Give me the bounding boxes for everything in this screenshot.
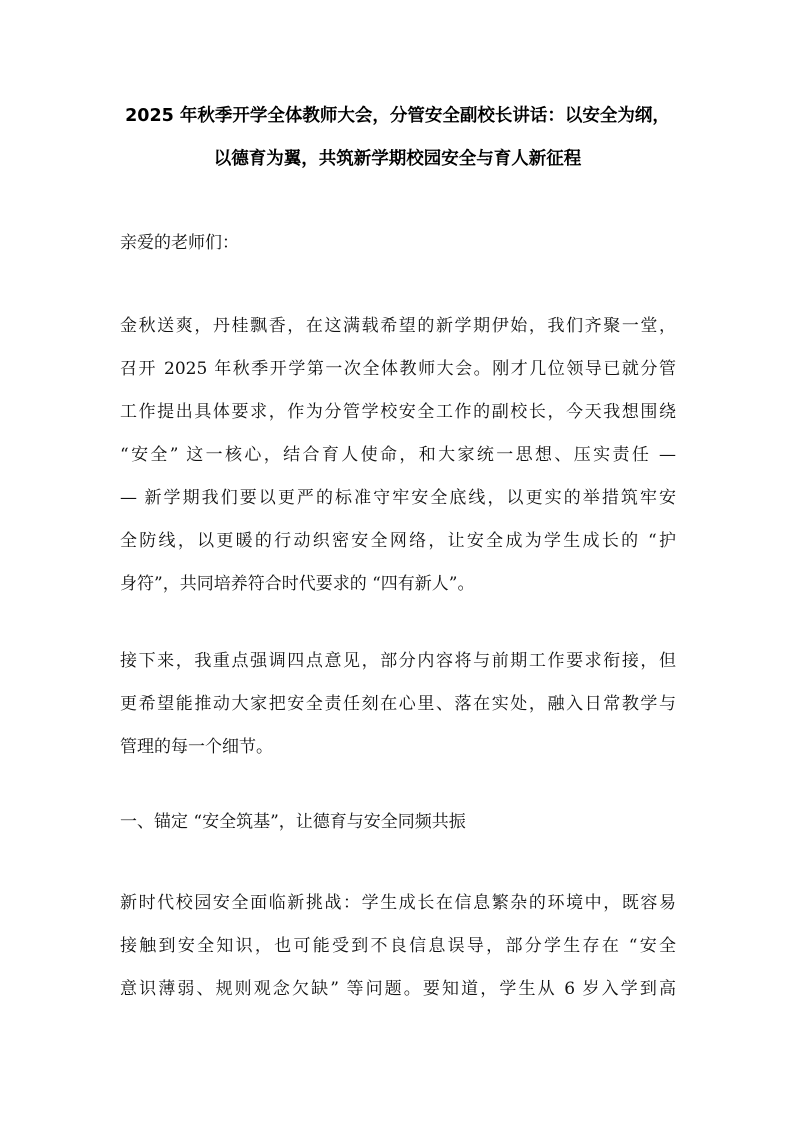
salutation (120, 222, 676, 265)
paragraph-opening (120, 305, 676, 606)
salutation-text: 亲爱的老师们： (120, 233, 239, 253)
paragraph-section-1 (120, 882, 676, 1011)
paragraph-line: 全防线，以更暖的行动织密安全网络，让安全成为学生成长的 “护 (120, 531, 676, 551)
paragraph-outline (120, 640, 676, 769)
paragraph-line: 意识薄弱、规则观念欠缺” 等问题。要知道，学生从 6 岁入学到高 (120, 979, 676, 999)
title-line-1: 2025 年秋季开学全体教师大会，分管安全副校长讲话：以安全为纲， (125, 106, 670, 126)
paragraph-line: 身符”，共同培养符合时代要求的 “四有新人”。 (120, 574, 475, 594)
document-title (110, 95, 685, 181)
paragraph-line: 管理的每一个细节。 (120, 737, 273, 757)
paragraph-line: 新时代校园安全面临新挑战：学生成长在信息繁杂的环境中，既容易 (120, 893, 676, 913)
paragraph-line: 工作提出具体要求，作为分管学校安全工作的副校长，今天我想围绕 (120, 402, 676, 422)
title-line-2: 以德育为翼，共筑新学期校园安全与育人新征程 (213, 149, 582, 169)
paragraph-line: — 新学期我们要以更严的标准守牢安全底线，以更实的举措筑牢安 (120, 488, 676, 508)
paragraph-line: 金秋送爽，丹桂飘香，在这满载希望的新学期伊始，我们齐聚一堂， (120, 316, 676, 336)
section-heading-text: 一、锚定 “安全筑基”，让德育与安全同频共振 (120, 812, 466, 832)
paragraph-line: 召开 2025 年秋季开学第一次全体教师大会。刚才几位领导已就分管 (120, 359, 676, 379)
paragraph-line: “安全” 这一核心，结合育人使命，和大家统一思想、压实责任 — (120, 445, 676, 465)
paragraph-line: 更希望能推动大家把安全责任刻在心里、落在实处，融入日常教学与 (120, 694, 676, 714)
paragraph-line: 接下来，我重点强调四点意见，部分内容将与前期工作要求衔接，但 (120, 651, 676, 671)
paragraph-line: 接触到安全知识，也可能受到不良信息误导，部分学生存在 “安全 (120, 936, 676, 956)
section-heading (120, 801, 676, 844)
